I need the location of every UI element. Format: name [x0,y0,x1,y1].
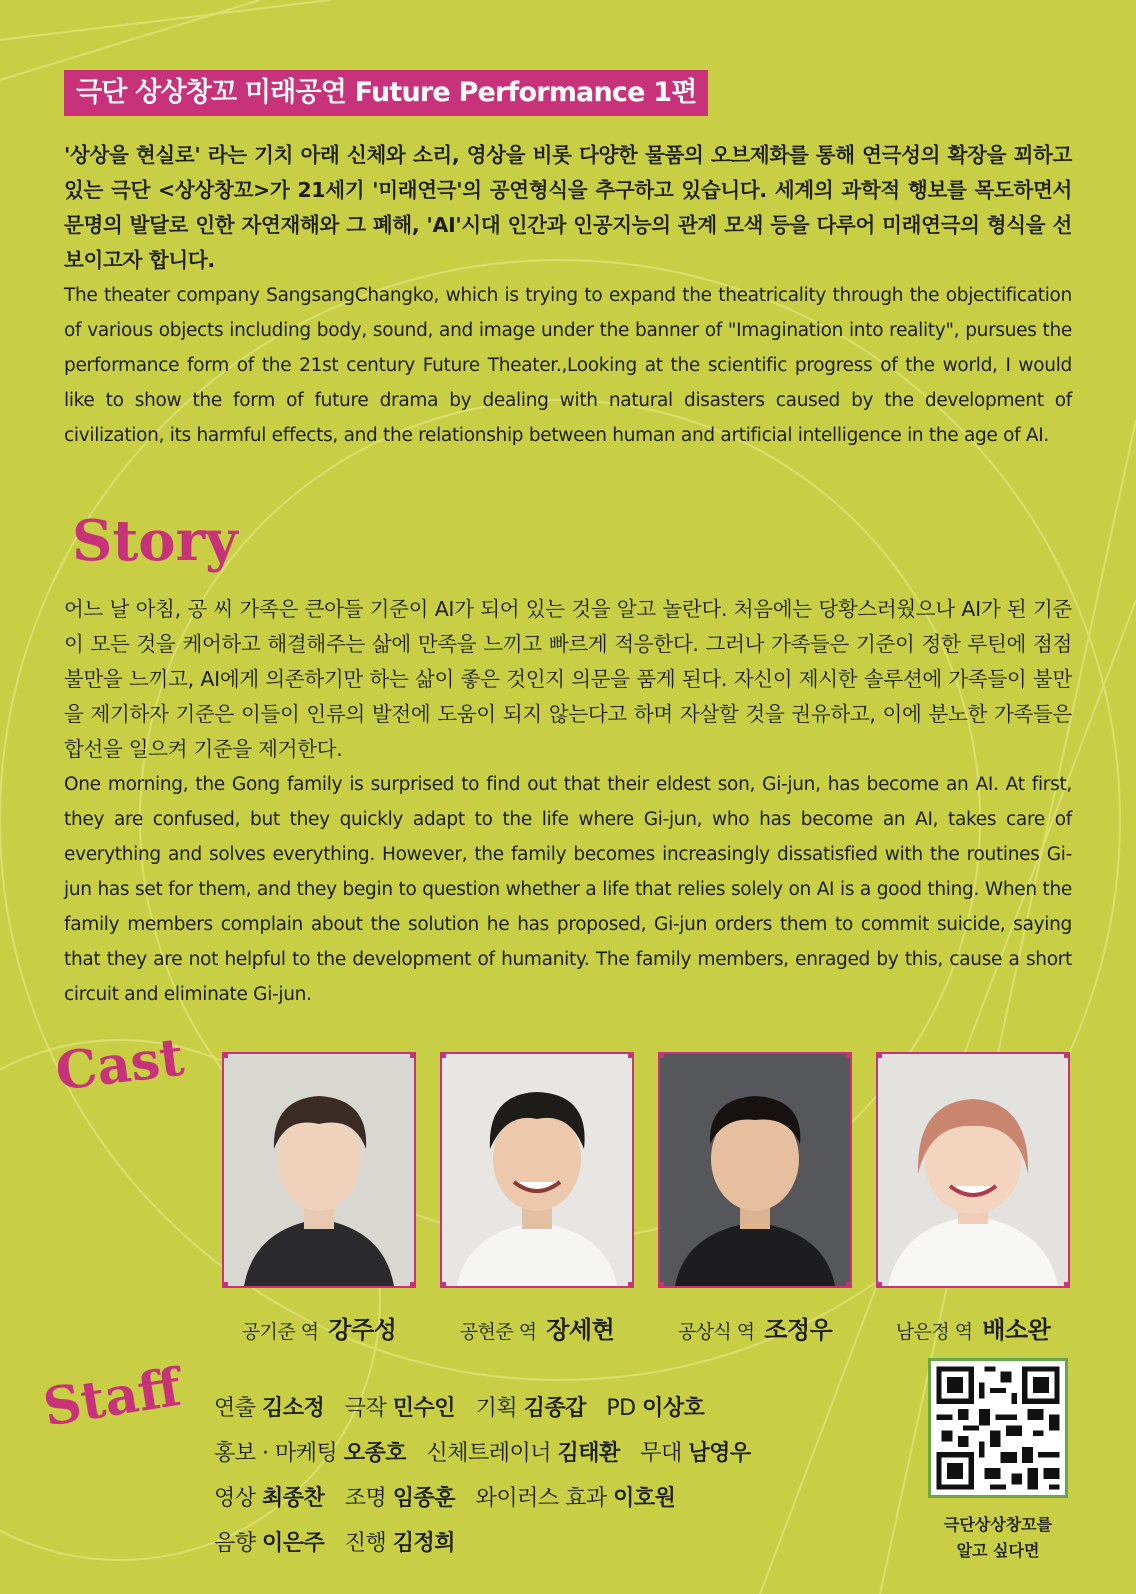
staff-name: 이상호 [642,1396,705,1421]
frame-corner [628,1282,634,1288]
staff-item [427,1441,620,1466]
staff-item [606,1396,704,1421]
staff-line [214,1386,894,1431]
cast-name: 조정우 [764,1316,833,1344]
staff-name: 김태환 [557,1441,620,1466]
qr-caption [908,1512,1088,1564]
frame-corner [410,1282,416,1288]
cast-caption [658,1310,852,1345]
staff-name: 김종갑 [523,1396,586,1421]
frame-corner [846,1282,852,1288]
cast-card [658,1052,852,1345]
staff-line [214,1521,894,1566]
staff-role: 연출 [214,1396,256,1421]
page-title: 극단 상상창꼬 미래공연 Future Performance 1편 [64,70,708,116]
staff-name: 김소정 [262,1396,325,1421]
frame-corner [440,1052,446,1058]
frame-corner [222,1052,228,1058]
frame-corner [658,1052,664,1058]
story-korean-text: 어느 날 아침, 공 씨 가족은 큰아들 기준이 AI가 되어 있는 것을 알고 놀란다. 처음에는 당황스러웠으나 AI가 된 기준이 모든 것을 케어하고 해결해주는 삶에 만족을 느끼고 빠르게 적응한다. 그러나 가족들은 기준이 정한 루틴에 점점 불만을 느끼고, AI에게 의존하기만 하는 삶이 좋은 것인지 의문을 품게 된다. 자신이 제시한 솔루션에 가족들이 불만을 제기하자 기준은 이들이 인류의 발전에 도움이 되지 않는다고 하며 자살할 것을 권유하고, 이에 분노한 가족들은 합선을 일으켜 기준을 제거한다. [64,597,1072,761]
cast-caption [876,1310,1070,1345]
frame-corner [846,1052,852,1058]
cast-role: 공기준 역 [241,1321,319,1343]
cast-name: 배소완 [982,1316,1051,1344]
staff-role: PD [606,1396,636,1421]
intro-english-text: The theater company SangsangChangko, which is trying to expand the theatricality through the objectification of various objects including body, sound, and image under the banner of "Imagination into reality", pursues the performance form of the 21st century Future Theater.,Looking at the scientific progress of the world, I would like to show the form of future drama by dealing with natural disasters caused by the development of civilization, its harmful effects, and the relationship between human and artificial intelligence in the age of AI. [64,285,1072,446]
cast-card [440,1052,634,1345]
staff-item [640,1441,750,1466]
staff-item [214,1396,324,1421]
frame-corner [1064,1052,1070,1058]
staff-heading: Staff [39,1356,186,1439]
staff-name: 최종찬 [262,1486,325,1511]
staff-item [214,1531,324,1556]
story-english-text: One morning, the Gong family is surprised to find out that their eldest son, Gi-jun, has become an AI. At first, they are confused, but they quickly adapt to the life where Gi-jun, who has become an AI, takes care of everything and solves everything. However, the family becomes increasingly dissatisfied with the routines Gi-jun has set for them, and they begin to question whether a life that relies solely on AI is a good thing. When the family members complain about the solution he has proposed, Gi-jun orders them to commit suicide, saying that they are not helpful to the development of humanity. The family members, enraged by this, cause a short circuit and eliminate Gi-jun. [64,774,1072,1005]
staff-item [214,1441,406,1466]
cast-photo [658,1052,852,1288]
frame-corner [876,1282,882,1288]
staff-item [345,1396,455,1421]
staff-name: 임종훈 [392,1486,456,1511]
staff-role: 극작 [344,1396,387,1421]
cast-role: 남은정 역 [895,1321,973,1343]
staff-role: 음향 [214,1531,256,1556]
staff-name: 남영우 [688,1441,751,1466]
qr-code-icon [931,1361,1065,1495]
person-portrait-icon [660,1054,850,1286]
person-portrait-icon [878,1054,1068,1286]
cast-card [222,1052,416,1345]
staff-role: 영상 [214,1486,256,1511]
person-portrait-icon [442,1054,632,1286]
frame-corner [876,1052,882,1058]
frame-corner [440,1282,446,1288]
staff-item [214,1486,324,1511]
qr-caption-line: 알고 싶다면 [956,1541,1040,1560]
cast-caption [440,1310,634,1345]
frame-corner [222,1282,228,1288]
staff-name: 민수인 [392,1396,456,1421]
staff-role: 홍보 · 마케팅 [214,1441,338,1466]
staff-item [345,1486,455,1511]
cast-role: 공현준 역 [459,1321,537,1343]
staff-item [476,1486,676,1511]
staff-item [345,1531,455,1556]
staff-name: 이은주 [262,1531,325,1556]
frame-corner [628,1052,634,1058]
staff-role: 신체트레이너 [426,1441,552,1466]
staff-name: 김정희 [392,1531,456,1556]
cast-photo [222,1052,416,1288]
staff-item [476,1396,586,1421]
staff-role: 기획 [475,1396,518,1421]
staff-role: 와이러스 효과 [475,1486,607,1511]
staff-line [214,1431,894,1476]
staff-name: 오종호 [343,1441,407,1466]
intro-korean-text: '상상을 현실로' 라는 기치 아래 신체와 소리, 영상을 비롯 다양한 물품의 오브제화를 통해 연극성의 확장을 꾀하고 있는 극단 <상상창꼬>가 21세기 '미래연극'의 공연형식을 추구하고 있습니다. 세계의 과학적 행보를 목도하면서 문명의 발달로 인한 자연재해와 그 폐해, 'AI'시대 인간과 인공지능의 관계 모색 등을 다루어 미래연극의 형식을 선보이고자 합니다. [64,143,1072,272]
frame-corner [1064,1282,1070,1288]
cast-role: 공상식 역 [677,1321,755,1343]
cast-card [876,1052,1070,1345]
cast-name: 강주성 [328,1316,397,1344]
qr-code[interactable] [928,1358,1068,1498]
staff-role: 조명 [344,1486,387,1511]
cast-photo [440,1052,634,1288]
staff-list [214,1386,894,1566]
qr-caption-line: 극단상상창꼬를 [943,1515,1053,1534]
cast-photo [876,1052,1070,1288]
cast-name: 장세현 [546,1316,615,1344]
staff-role: 무대 [640,1441,682,1466]
staff-line [214,1476,894,1521]
frame-corner [658,1282,664,1288]
staff-role: 진행 [344,1531,387,1556]
frame-corner [410,1052,416,1058]
cast-caption [222,1310,416,1345]
cast-heading: Cast [52,1026,188,1103]
person-portrait-icon [224,1054,414,1286]
staff-name: 이호원 [613,1486,676,1511]
story-heading: Story [72,508,238,574]
